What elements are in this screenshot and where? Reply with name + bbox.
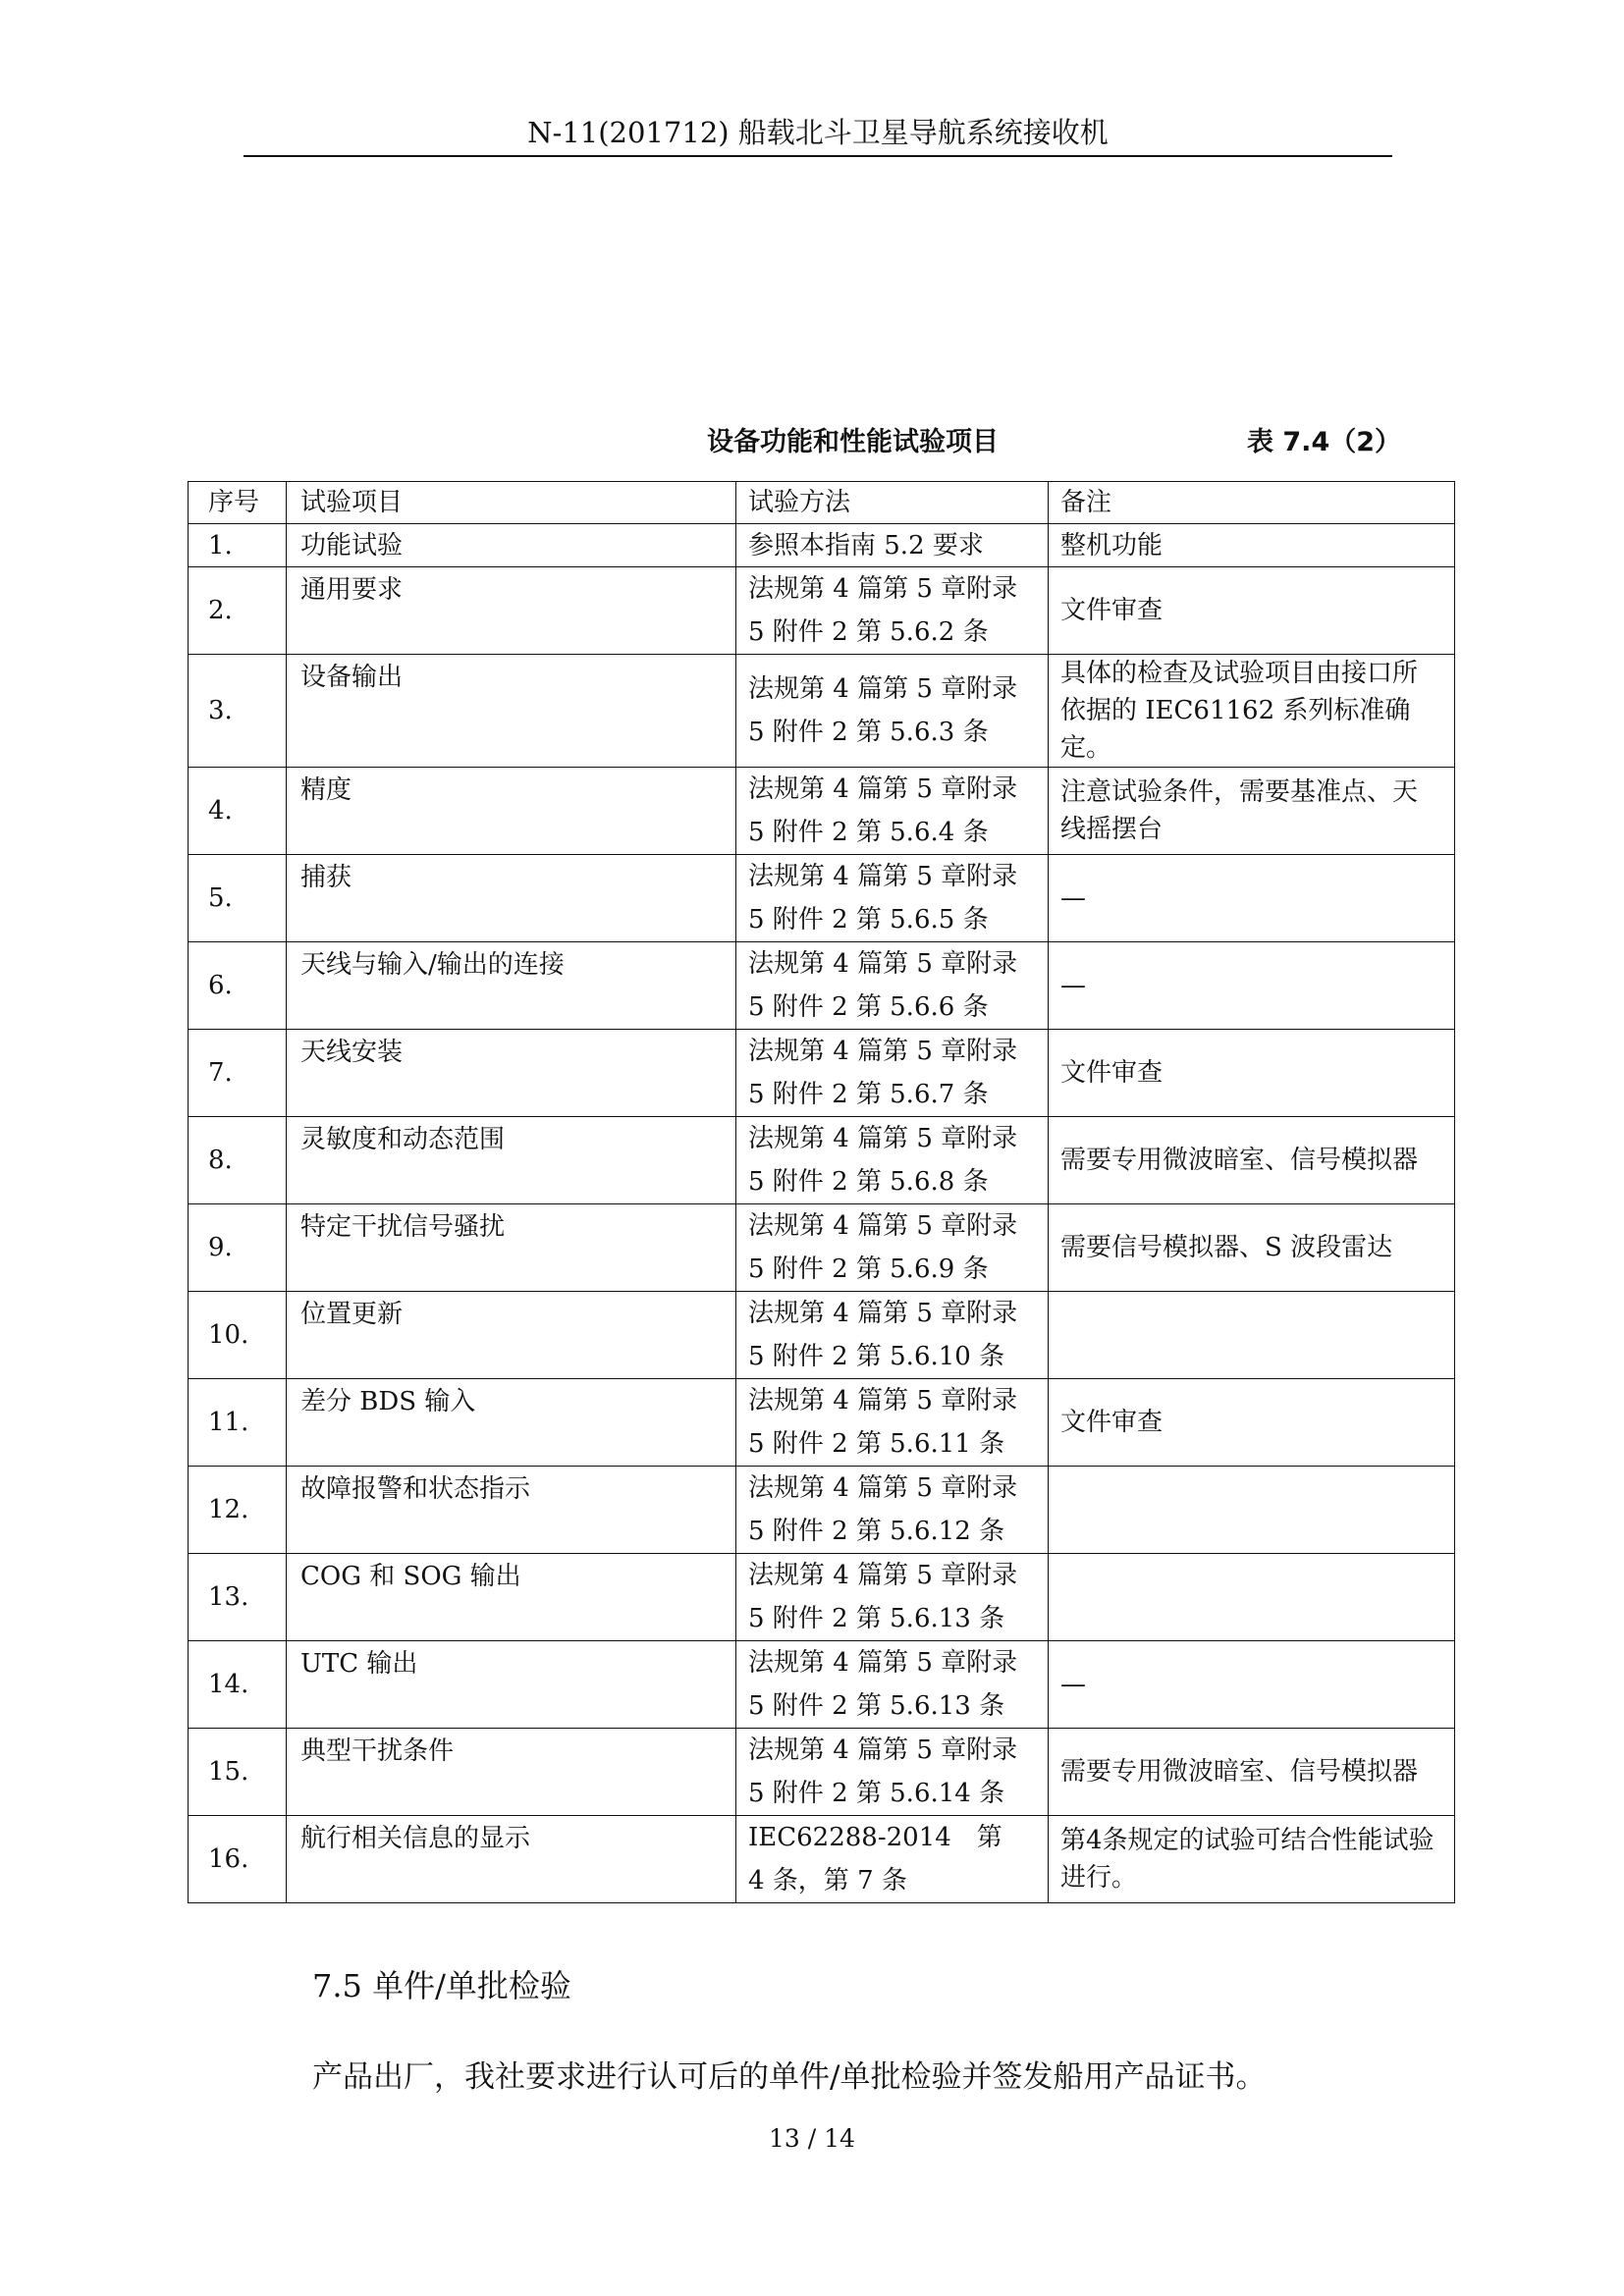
cell-remark: 注意试验条件，需要基准点、天线摇摆台 [1049, 768, 1455, 855]
cell-method: 法规第 4 篇第 5 章附录 5 附件 2 第 5.6.6 条 [736, 942, 1049, 1030]
cell-method: 法规第 4 篇第 5 章附录 5 附件 2 第 5.6.3 条 [736, 655, 1049, 768]
table-row [189, 768, 1455, 855]
cell-no: 3. [189, 655, 287, 768]
table-row [189, 1292, 1455, 1379]
column-header-no: 序号 [189, 482, 287, 524]
cell-method: IEC62288-2014 第 4 条，第 7 条 [736, 1816, 1049, 1903]
cell-remark: 具体的检查及试验项目由接口所依据的 IEC61162 系列标准确定。 [1049, 655, 1455, 768]
cell-remark [1049, 1292, 1455, 1379]
cell-item: 功能试验 [287, 524, 736, 567]
cell-no: 10. [189, 1292, 287, 1379]
cell-item: 捕获 [287, 855, 736, 942]
cell-remark: — [1049, 942, 1455, 1030]
cell-no: 16. [189, 1816, 287, 1903]
body-paragraph: 产品出厂，我社要求进行认可后的单件/单批检验并签发船用产品证书。 [312, 2059, 1267, 2095]
page-number: 13 / 14 [769, 2124, 855, 2153]
table-row [189, 1379, 1455, 1467]
table-caption-title: 设备功能和性能试验项目 [707, 427, 999, 457]
cell-item: 特定干扰信号骚扰 [287, 1204, 736, 1292]
cell-method: 法规第 4 篇第 5 章附录 5 附件 2 第 5.6.13 条 [736, 1641, 1049, 1729]
table-row [189, 855, 1455, 942]
header-rule [244, 155, 1392, 157]
table-row [189, 655, 1455, 768]
cell-item: 通用要求 [287, 567, 736, 655]
cell-item: 天线安装 [287, 1030, 736, 1117]
cell-remark: 文件审查 [1049, 567, 1455, 655]
cell-remark: 需要专用微波暗室、信号模拟器 [1049, 1117, 1455, 1204]
running-header: N-11(201712) 船载北斗卫星导航系统接收机 [527, 116, 1109, 149]
table-row [189, 1467, 1455, 1554]
cell-remark [1049, 1554, 1455, 1641]
cell-item: 差分 BDS 输入 [287, 1379, 736, 1467]
table-row [189, 524, 1455, 567]
test-items-table [188, 481, 1455, 1903]
cell-no: 6. [189, 942, 287, 1030]
cell-method: 法规第 4 篇第 5 章附录 5 附件 2 第 5.6.4 条 [736, 768, 1049, 855]
column-header-method: 试验方法 [736, 482, 1049, 524]
table-row [189, 1729, 1455, 1816]
column-header-item: 试验项目 [287, 482, 736, 524]
cell-item: 故障报警和状态指示 [287, 1467, 736, 1554]
cell-remark: 第4条规定的试验可结合性能试验进行。 [1049, 1816, 1455, 1903]
cell-no: 13. [189, 1554, 287, 1641]
cell-no: 2. [189, 567, 287, 655]
cell-no: 1. [189, 524, 287, 567]
cell-no: 5. [189, 855, 287, 942]
cell-item: 灵敏度和动态范围 [287, 1117, 736, 1204]
cell-method: 法规第 4 篇第 5 章附录 5 附件 2 第 5.6.14 条 [736, 1729, 1049, 1816]
table-row [189, 1030, 1455, 1117]
cell-item: UTC 输出 [287, 1641, 736, 1729]
column-header-remark: 备注 [1049, 482, 1455, 524]
table-row [189, 942, 1455, 1030]
cell-no: 8. [189, 1117, 287, 1204]
cell-no: 9. [189, 1204, 287, 1292]
cell-remark: 需要信号模拟器、S 波段雷达 [1049, 1204, 1455, 1292]
cell-remark [1049, 1467, 1455, 1554]
cell-no: 14. [189, 1641, 287, 1729]
cell-method: 参照本指南 5.2 要求 [736, 524, 1049, 567]
table-row [189, 1204, 1455, 1292]
cell-no: 15. [189, 1729, 287, 1816]
cell-no: 4. [189, 768, 287, 855]
cell-method: 法规第 4 篇第 5 章附录 5 附件 2 第 5.6.5 条 [736, 855, 1049, 942]
cell-remark: 文件审查 [1049, 1030, 1455, 1117]
cell-remark: 整机功能 [1049, 524, 1455, 567]
cell-remark: 需要专用微波暗室、信号模拟器 [1049, 1729, 1455, 1816]
cell-method: 法规第 4 篇第 5 章附录 5 附件 2 第 5.6.7 条 [736, 1030, 1049, 1117]
cell-remark: — [1049, 1641, 1455, 1729]
cell-item: 位置更新 [287, 1292, 736, 1379]
cell-method: 法规第 4 篇第 5 章附录 5 附件 2 第 5.6.9 条 [736, 1204, 1049, 1292]
table-row [189, 1641, 1455, 1729]
cell-item: 精度 [287, 768, 736, 855]
table-row [189, 567, 1455, 655]
cell-item: 设备输出 [287, 655, 736, 768]
cell-method: 法规第 4 篇第 5 章附录 5 附件 2 第 5.6.8 条 [736, 1117, 1049, 1204]
cell-method: 法规第 4 篇第 5 章附录 5 附件 2 第 5.6.10 条 [736, 1292, 1049, 1379]
cell-no: 12. [189, 1467, 287, 1554]
table-header-row [189, 482, 1455, 524]
cell-item: COG 和 SOG 输出 [287, 1554, 736, 1641]
table-row [189, 1117, 1455, 1204]
cell-item: 天线与输入/输出的连接 [287, 942, 736, 1030]
cell-method: 法规第 4 篇第 5 章附录 5 附件 2 第 5.6.2 条 [736, 567, 1049, 655]
section-heading: 7.5 单件/单批检验 [312, 1967, 571, 2004]
cell-item: 典型干扰条件 [287, 1729, 736, 1816]
cell-method: 法规第 4 篇第 5 章附录 5 附件 2 第 5.6.11 条 [736, 1379, 1049, 1467]
cell-remark: 文件审查 [1049, 1379, 1455, 1467]
cell-item: 航行相关信息的显示 [287, 1816, 736, 1903]
table-row [189, 1816, 1455, 1903]
table-row [189, 1554, 1455, 1641]
cell-no: 11. [189, 1379, 287, 1467]
cell-method: 法规第 4 篇第 5 章附录 5 附件 2 第 5.6.12 条 [736, 1467, 1049, 1554]
cell-method: 法规第 4 篇第 5 章附录 5 附件 2 第 5.6.13 条 [736, 1554, 1049, 1641]
table-caption-number: 表 7.4（2） [1247, 427, 1402, 457]
cell-remark: — [1049, 855, 1455, 942]
cell-no: 7. [189, 1030, 287, 1117]
